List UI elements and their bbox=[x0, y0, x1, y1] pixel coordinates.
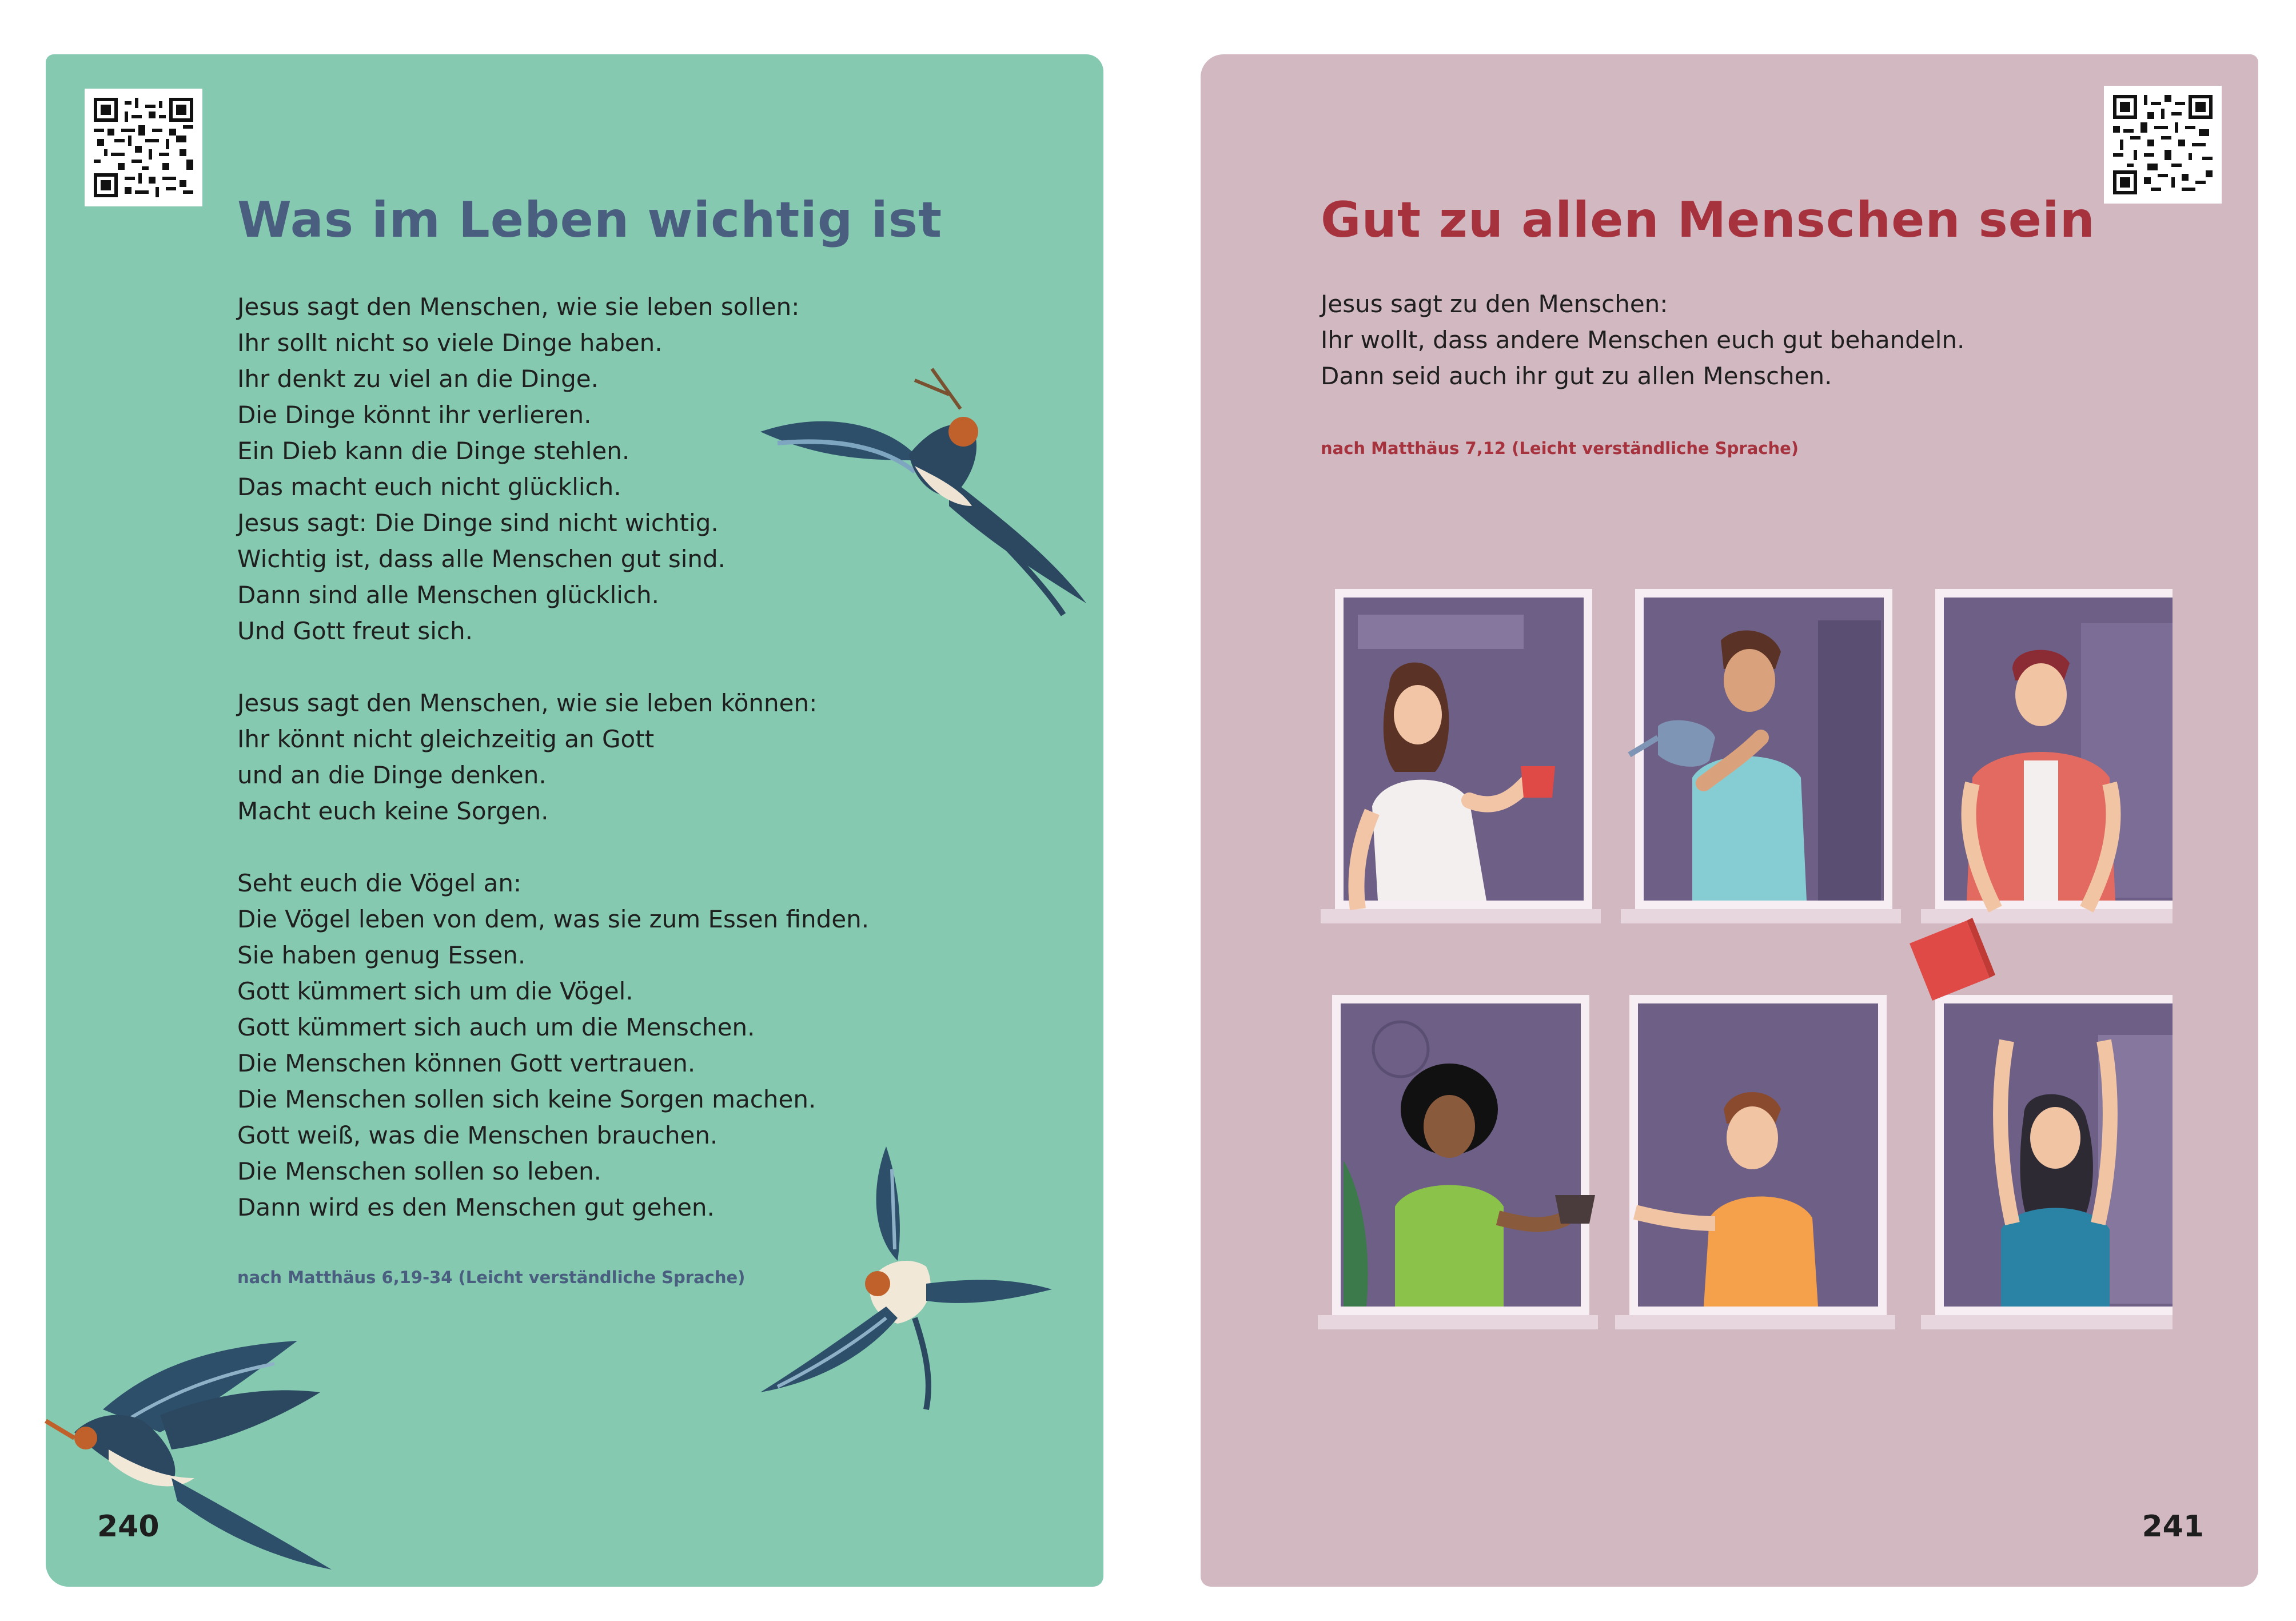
text-line: Dann wird es den Menschen gut gehen. bbox=[237, 1193, 715, 1221]
text-line: Jesus sagt: Die Dinge sind nicht wichtig. bbox=[237, 509, 719, 537]
page-title: Was im Leben wichtig ist bbox=[237, 192, 943, 249]
source-reference: nach Matthäus 7,12 (Leicht verständliche Sprache) bbox=[1321, 439, 1799, 458]
paragraph-gap bbox=[237, 829, 869, 865]
text-line: Die Menschen sollen sich keine Sorgen machen. bbox=[237, 1085, 816, 1113]
text-line: Ihr sollt nicht so viele Dinge haben. bbox=[237, 329, 663, 357]
qr-code-icon bbox=[2104, 86, 2222, 204]
text-line: Ein Dieb kann die Dinge stehlen. bbox=[237, 437, 630, 465]
text-line: Gott kümmert sich um die Vögel. bbox=[237, 977, 633, 1005]
right-page bbox=[1201, 54, 2258, 1587]
text-line: Jesus sagt zu den Menschen: bbox=[1321, 290, 1668, 318]
page-number: 240 bbox=[97, 1510, 160, 1544]
swallow-bird-illustration bbox=[743, 363, 1121, 626]
text-line: Macht euch keine Sorgen. bbox=[237, 797, 549, 825]
text-line: Die Menschen können Gott vertrauen. bbox=[237, 1049, 696, 1077]
text-line: Ihr könnt nicht gleichzeitig an Gott bbox=[237, 725, 655, 753]
left-page bbox=[46, 54, 1103, 1587]
text-line: Gott kümmert sich auch um die Menschen. bbox=[237, 1013, 755, 1041]
swallow-bird-illustration bbox=[34, 1324, 354, 1587]
text-line: Dann seid auch ihr gut zu allen Menschen. bbox=[1321, 362, 1832, 390]
text-line: Sie haben genug Essen. bbox=[237, 941, 526, 969]
text-line: Ihr denkt zu viel an die Dinge. bbox=[237, 365, 599, 393]
text-line: Jesus sagt den Menschen, wie sie leben sollen: bbox=[237, 293, 800, 321]
text-line: Wichtig ist, dass alle Menschen gut sind. bbox=[237, 545, 726, 573]
text-line: Das macht euch nicht glücklich. bbox=[237, 473, 621, 501]
paragraph-gap bbox=[237, 649, 869, 685]
book-icon bbox=[1910, 918, 1995, 1001]
text-line: Die Dinge könnt ihr verlieren. bbox=[237, 401, 592, 429]
text-line: Gott weiß, was die Menschen brauchen. bbox=[237, 1121, 718, 1149]
source-reference: nach Matthäus 6,19-34 (Leicht verständliche Sprache) bbox=[237, 1268, 746, 1287]
text-line: und an die Dinge denken. bbox=[237, 761, 547, 789]
text-line: Die Menschen sollen so leben. bbox=[237, 1157, 601, 1185]
text-line: Seht euch die Vögel an: bbox=[237, 869, 522, 897]
text-line: Ihr wollt, dass andere Menschen euch gut behandeln. bbox=[1321, 326, 1965, 354]
text-line: Und Gott freut sich. bbox=[237, 617, 473, 645]
page-title: Gut zu allen Menschen sein bbox=[1321, 192, 2095, 249]
text-line: Dann sind alle Menschen glücklich. bbox=[237, 581, 659, 609]
neighbors-in-windows-illustration bbox=[1258, 589, 2173, 1389]
swallow-bird-illustration bbox=[755, 1135, 1052, 1432]
page-number: 241 bbox=[2142, 1510, 2204, 1544]
scripture-text bbox=[1321, 286, 1964, 394]
text-line: Jesus sagt den Menschen, wie sie leben können: bbox=[237, 689, 818, 717]
text-line: Die Vögel leben von dem, was sie zum Essen finden. bbox=[237, 905, 870, 933]
qr-code-icon bbox=[85, 89, 202, 206]
